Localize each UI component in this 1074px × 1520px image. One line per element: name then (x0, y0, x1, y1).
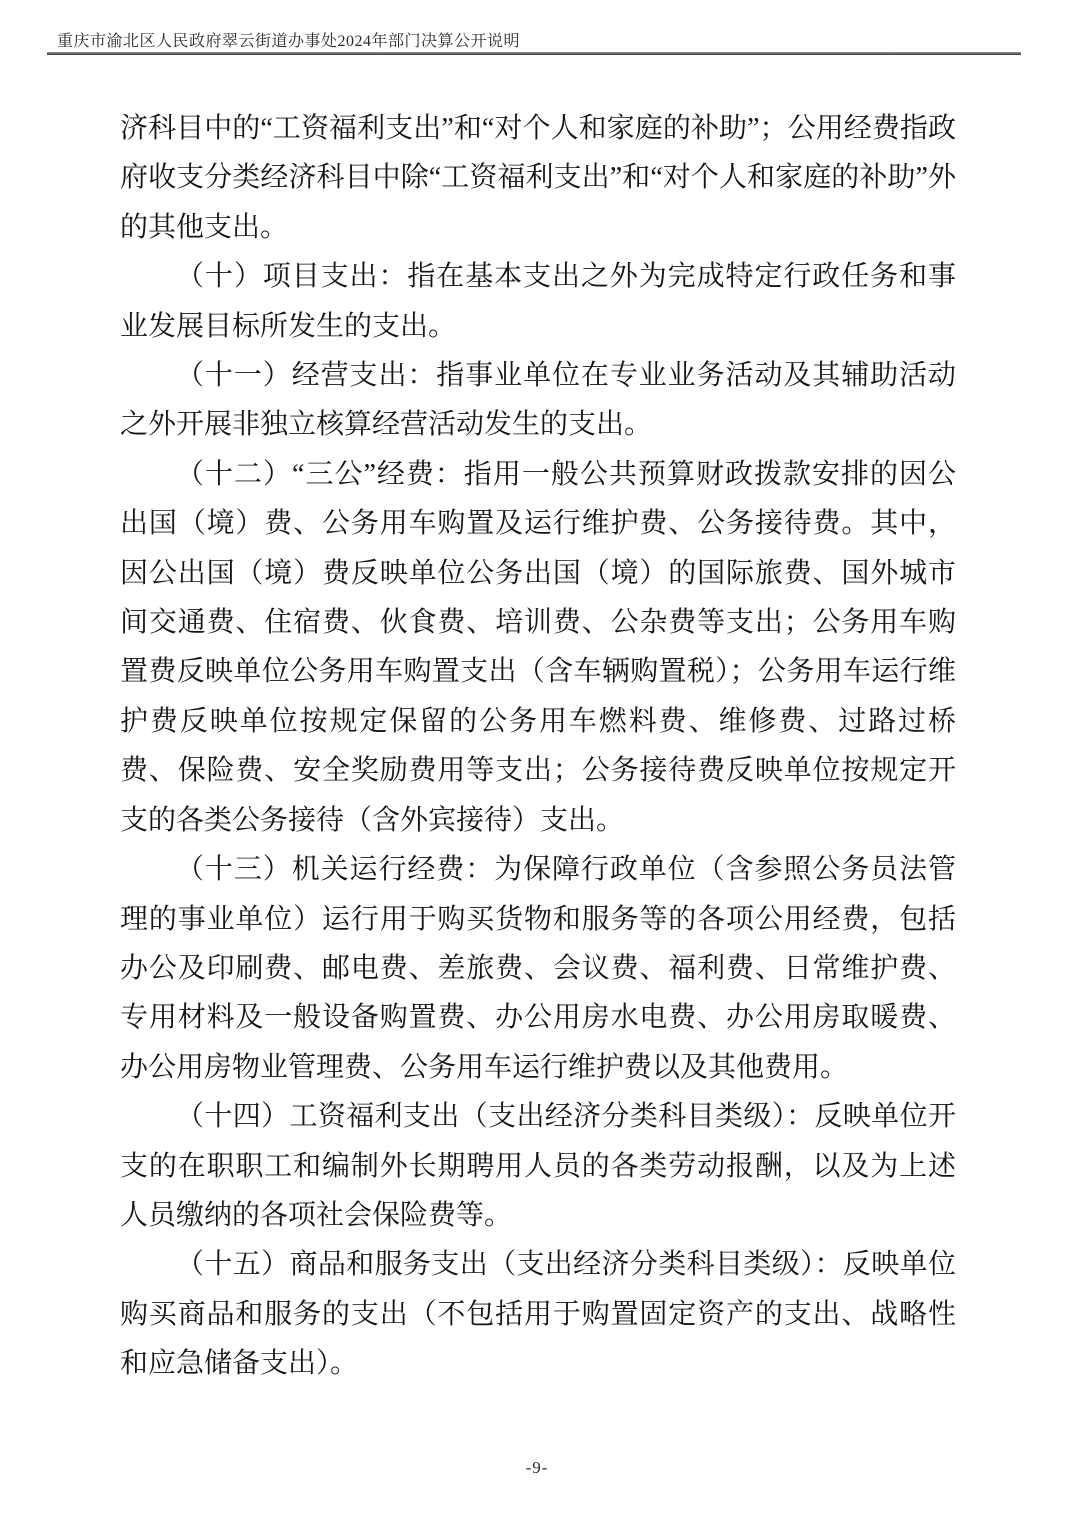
body-paragraph-item-13: （十三）机关运行经费：为保障行政单位（含参照公务员法管理的事业单位）运行用于购买货物和服务等的各项公用经费，包括办公及印刷费、邮电费、差旅费、会议费、福利费、日常维护费、专用材料及一般设备购置费、办公用房水电费、办公用房取暖费、办公用房物业管理费、公务用车运行维护费以及其他费用。 (120, 854, 956, 1083)
header-rule-divider (47, 52, 1021, 55)
document-body (120, 104, 956, 1389)
body-paragraph-item-14: （十四）工资福利支出（支出经济分类科目类级）：反映单位开支的在职职工和编制外长期聘用人员的各类劳动报酬，以及为上述人员缴纳的各项社会保险费等。 (120, 1101, 956, 1231)
body-paragraph-item-12: （十二）“三公”经费：指用一般公共预算财政拨款安排的因公出国（境）费、公务用车购置及运行维护费、公务接待费。其中，因公出国（境）费反映单位公务出国（境）的国际旅费、国外城市间交通费、住宿费、伙食费、培训费、公杂费等支出；公务用车购置费反映单位公务用车购置支出（含车辆购置税）；公务用车运行维护费反映单位按规定保留的公务用车燃料费、维修费、过路过桥费、保险费、安全奖励费用等支出；公务接待费反映单位按规定开支的各类公务接待（含外宾接待）支出。 (120, 458, 956, 836)
body-paragraph-continuation: 济科目中的“工资福利支出”和“对个人和家庭的补助”；公用经费指政府收支分类经济科目中除“工资福利支出”和“对个人和家庭的补助”外的其他支出。 (120, 113, 956, 243)
body-paragraph-item-10: （十）项目支出：指在基本支出之外为完成特定行政任务和事业发展目标所发生的支出。 (120, 261, 956, 342)
running-header-title: 重庆市渝北区人民政府翠云街道办事处2024年部门决算公开说明 (57, 33, 521, 50)
page-number: -9- (525, 1458, 549, 1477)
body-paragraph-item-15: （十五）商品和服务支出（支出经济分类科目类级）：反映单位购买商品和服务的支出（不包括用于购置固定资产的支出、战略性和应急储备支出）。 (120, 1249, 956, 1380)
body-paragraph-item-11: （十一）经营支出：指事业单位在专业业务活动及其辅助活动之外开展非独立核算经营活动发生的支出。 (120, 360, 956, 441)
